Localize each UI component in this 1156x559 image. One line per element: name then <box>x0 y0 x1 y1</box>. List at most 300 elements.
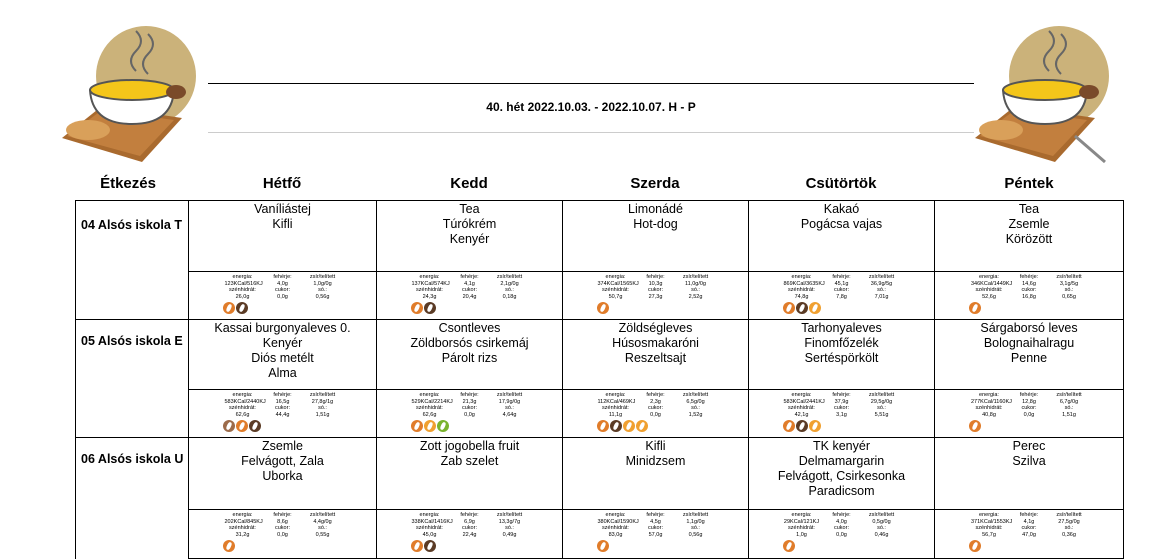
nutrition-label-salt: só.: <box>505 525 514 531</box>
nutrition-label-energy: energia: <box>605 392 626 398</box>
gluten-allergen-icon <box>411 540 423 552</box>
nut-allergen-icon <box>223 420 235 432</box>
menu-item: Húsosmakaróni <box>612 336 699 350</box>
nutrition-value-energy: 583KCal/2440KJ <box>224 398 266 405</box>
nutrition-value-fat: 27,5g/0g <box>1058 518 1080 525</box>
milk-allergen-icon <box>610 420 622 432</box>
nutrition-value-sugar: 47,0g <box>1022 531 1036 538</box>
menu-item: Kenyér <box>449 232 490 246</box>
nutrition-value-energy: 202KCal/845KJ <box>224 518 263 525</box>
nutrition-grid <box>225 274 341 300</box>
menu-cell <box>934 437 1124 510</box>
nutrition-label-fat: zsír/telített <box>868 274 895 280</box>
nutrition-label-protein: fehérje: <box>646 392 665 398</box>
menu-item: Csontleves <box>438 321 501 335</box>
nutrition-label-energy: energia: <box>979 392 999 398</box>
nutrition-label-fat: zsír/telített <box>682 274 709 280</box>
nutrition-cell <box>376 509 563 559</box>
nutrition-label-salt: só.: <box>505 405 514 411</box>
menu-cell <box>748 437 935 510</box>
nutrition-label-energy: energia: <box>419 274 440 280</box>
nutrition-label-sugar: cukor: <box>648 287 663 293</box>
nutrition-label-energy: energia: <box>232 512 253 518</box>
nutrition-label-fat: zsír/telített <box>496 274 523 280</box>
menu-item: Túrókrém <box>442 217 497 231</box>
nutrition-label-salt: só.: <box>318 287 327 293</box>
nutrition-value-fat: 11,0g/0g <box>684 280 706 287</box>
menu-cell <box>748 319 935 390</box>
nutrition-value-carb: 24,3g <box>422 293 437 300</box>
gluten-allergen-icon <box>236 420 248 432</box>
menu-cell <box>562 319 749 390</box>
nutrition-value-energy: 374KCal/1565KJ <box>597 280 639 287</box>
nutrition-value-salt: 0,36g <box>1062 531 1076 538</box>
nutrition-label-carb: szénhidrát: <box>416 525 443 531</box>
nutrition-grid <box>412 512 528 538</box>
allergen-icons <box>969 420 981 432</box>
header-rule-top <box>208 83 974 84</box>
nutrition-value-energy: 338KCal/1416KJ <box>411 518 453 525</box>
nutrition-label-protein: fehérje: <box>273 392 292 398</box>
nutrition-value-carb: 40,8g <box>982 411 996 418</box>
nutrition-label-fat: zsír/telített <box>682 512 709 518</box>
nutrition-label-salt: só.: <box>1064 405 1074 411</box>
nutrition-label-protein: fehérje: <box>1019 392 1039 398</box>
nutrition-label-salt: só.: <box>691 287 700 293</box>
nutrition-value-fat: 29,5g/0g <box>870 398 893 405</box>
nutrition-value-energy: 137KCal/574KJ <box>411 280 450 287</box>
nutrition-value-protein: 4,1g <box>464 280 475 287</box>
nutrition-label-carb: szénhidrát: <box>788 525 815 531</box>
nutrition-label-fat: zsír/telített <box>1056 274 1082 280</box>
nutrition-value-energy: 380KCal/1590KJ <box>597 518 639 525</box>
menu-item: Diós metélt <box>251 351 314 365</box>
menu-item: Paradicsom <box>808 484 875 498</box>
nutrition-value-carb: 62,6g <box>422 411 437 418</box>
menu-cell <box>934 200 1124 272</box>
row-label: 05 Alsós iskola E <box>75 319 188 437</box>
nutrition-value-energy: 123KCal/516KJ <box>224 280 263 287</box>
menu-item: Felvágott, Zala <box>241 454 324 468</box>
menu-item: Tea <box>459 202 480 216</box>
nutrition-grid <box>225 392 341 418</box>
nutrition-value-salt: 0,18g <box>502 293 517 300</box>
menu-item: Tea <box>1018 202 1040 216</box>
nutrition-label-salt: só.: <box>691 525 700 531</box>
nutrition-value-energy: 583KCal/2441KJ <box>783 398 825 405</box>
nutrition-label-sugar: cukor: <box>834 405 849 411</box>
menu-item: Bolognaihalragu <box>983 336 1075 350</box>
nutrition-value-protein: 10,3g <box>648 280 663 287</box>
nutrition-value-sugar: 0,0g <box>650 411 661 418</box>
nutrition-label-carb: szénhidrát: <box>416 287 443 293</box>
nutrition-label-carb: szénhidrát: <box>788 287 815 293</box>
menu-item: Finomfőzelék <box>804 336 879 350</box>
egg-allergen-icon <box>424 420 436 432</box>
nutrition-value-fat: 17,9g/0g <box>498 398 521 405</box>
nutrition-value-protein: 37,9g <box>834 398 849 405</box>
nutrition-value-energy: 277KCal/1160KJ <box>971 398 1012 405</box>
gluten-allergen-icon <box>783 540 795 552</box>
nutrition-cell <box>934 389 1124 439</box>
nutrition-label-sugar: cukor: <box>275 525 290 531</box>
nutrition-label-salt: só.: <box>505 287 514 293</box>
menu-item: Pogácsa vajas <box>800 217 883 231</box>
nutrition-label-sugar: cukor: <box>834 525 849 531</box>
menu-item: Perec <box>1012 439 1046 453</box>
nutrition-value-sugar: 20,4g <box>462 293 477 300</box>
nutrition-value-energy: 371KCal/1553KJ <box>971 518 1013 525</box>
menu-cell <box>376 319 563 390</box>
nutrition-label-energy: energia: <box>791 512 812 518</box>
nutrition-label-protein: fehérje: <box>1019 512 1039 518</box>
gluten-allergen-icon <box>411 420 423 432</box>
nutrition-label-sugar: cukor: <box>1021 405 1037 411</box>
allergen-icons <box>223 302 248 314</box>
nutrition-value-salt: 0,55g <box>315 531 330 538</box>
nutrition-value-protein: 4,5g <box>650 518 661 525</box>
allergen-icons <box>783 302 821 314</box>
nutrition-label-fat: zsír/telített <box>496 392 523 398</box>
nutrition-label-sugar: cukor: <box>834 287 849 293</box>
nutrition-label-energy: energia: <box>979 512 999 518</box>
nutrition-label-energy: energia: <box>791 392 812 398</box>
allergen-icons <box>783 540 795 552</box>
nutrition-label-salt: só.: <box>691 405 700 411</box>
nutrition-value-fat: 0,5g/0g <box>872 518 891 525</box>
gluten-allergen-icon <box>969 540 981 552</box>
soy-allergen-icon <box>437 420 449 432</box>
menu-item: Sárgaborsó leves <box>980 321 1078 335</box>
nutrition-label-fat: zsír/telített <box>496 512 523 518</box>
nutrition-cell <box>748 509 935 559</box>
nutrition-label-sugar: cukor: <box>1021 525 1037 531</box>
nutrition-value-fat: 36,9g/5g <box>870 280 893 287</box>
nutrition-value-carb: 83,0g <box>608 531 623 538</box>
nutrition-label-salt: só.: <box>877 287 886 293</box>
nutrition-label-salt: só.: <box>1064 525 1074 531</box>
gluten-allergen-icon <box>597 420 609 432</box>
nutrition-grid <box>971 274 1087 300</box>
allergen-icons <box>223 420 261 432</box>
soup-pot-logo <box>62 26 196 164</box>
nutrition-label-fat: zsír/telített <box>682 392 709 398</box>
nutrition-label-protein: fehérje: <box>273 274 292 280</box>
nutrition-label-energy: energia: <box>791 274 812 280</box>
nutrition-label-protein: fehérje: <box>460 274 479 280</box>
nutrition-value-carb: 11,1g <box>608 411 623 418</box>
menu-item: Reszeltsajt <box>624 351 687 365</box>
nutrition-value-sugar: 44,4g <box>275 411 290 418</box>
nutrition-value-salt: 1,51g <box>1062 411 1076 418</box>
nutrition-label-fat: zsír/telített <box>309 274 336 280</box>
nutrition-value-salt: 1,51g <box>315 411 330 418</box>
egg-allergen-icon <box>636 420 648 432</box>
nutrition-label-energy: energia: <box>419 512 440 518</box>
nutrition-value-salt: 5,51g <box>874 411 889 418</box>
gluten-allergen-icon <box>783 420 795 432</box>
nutrition-label-energy: energia: <box>605 274 626 280</box>
nutrition-grid <box>598 274 714 300</box>
menu-item: Zab szelet <box>440 454 499 468</box>
nutrition-label-sugar: cukor: <box>462 525 477 531</box>
nutrition-label-carb: szénhidrát: <box>229 287 256 293</box>
nutrition-value-salt: 0,46g <box>874 531 889 538</box>
nutrition-value-fat: 2,1g/0g <box>500 280 519 287</box>
nutrition-value-fat: 4,4g/0g <box>313 518 332 525</box>
menu-item: Delmamargarin <box>798 454 885 468</box>
nutrition-grid <box>598 512 714 538</box>
nutrition-value-carb: 50,7g <box>608 293 623 300</box>
nutrition-value-salt: 0,56g <box>315 293 330 300</box>
nutrition-grid <box>784 274 900 300</box>
allergen-icons <box>969 302 981 314</box>
nutrition-label-fat: zsír/telített <box>1056 512 1082 518</box>
menu-item: Párolt rizs <box>441 351 498 365</box>
allergen-icons <box>969 540 981 552</box>
column-header-friday: Péntek <box>1004 175 1054 192</box>
menu-cell <box>376 200 563 272</box>
nutrition-value-sugar: 57,0g <box>648 531 663 538</box>
nutrition-label-sugar: cukor: <box>648 525 663 531</box>
menu-item: Minidzsem <box>625 454 686 468</box>
nutrition-label-fat: zsír/telített <box>1056 392 1082 398</box>
allergen-icons <box>223 540 235 552</box>
nutrition-cell <box>934 509 1124 559</box>
menu-item: Kifli <box>272 217 293 231</box>
milk-allergen-icon <box>424 302 436 314</box>
egg-allergen-icon <box>809 420 821 432</box>
milk-allergen-icon <box>796 420 808 432</box>
nutrition-label-energy: energia: <box>232 392 253 398</box>
nutrition-label-salt: só.: <box>1064 287 1074 293</box>
nutrition-value-sugar: 27,3g <box>648 293 663 300</box>
nutrition-value-energy: 29KCal/121KJ <box>783 518 820 525</box>
column-header-thursday: Csütörtök <box>805 175 877 192</box>
nutrition-label-protein: fehérje: <box>460 392 479 398</box>
soup-pot-logo <box>975 26 1109 164</box>
gluten-allergen-icon <box>411 302 423 314</box>
menu-item: Zöldborsós csirkemáj <box>410 336 529 350</box>
allergen-icons <box>411 302 436 314</box>
nutrition-value-protein: 6,9g <box>464 518 475 525</box>
column-header-etkezes: Étkezés <box>100 175 156 192</box>
row-label: 04 Alsós iskola T <box>75 200 188 319</box>
nutrition-grid <box>412 392 528 418</box>
nutrition-value-salt: 0,49g <box>502 531 517 538</box>
nutrition-label-carb: szénhidrát: <box>229 405 256 411</box>
nutrition-label-fat: zsír/telített <box>309 512 336 518</box>
gluten-allergen-icon <box>223 540 235 552</box>
milk-allergen-icon <box>249 420 261 432</box>
menu-item: Szilva <box>1012 454 1046 468</box>
nutrition-label-sugar: cukor: <box>275 287 290 293</box>
nutrition-label-protein: fehérje: <box>646 512 665 518</box>
nutrition-cell <box>934 271 1124 321</box>
menu-cell <box>188 319 377 390</box>
allergen-icons <box>411 540 436 552</box>
nutrition-value-sugar: 16,8g <box>1022 293 1036 300</box>
nutrition-label-salt: só.: <box>318 405 327 411</box>
nutrition-value-protein: 2,3g <box>650 398 661 405</box>
egg-allergen-icon <box>623 420 635 432</box>
header-rule-bottom <box>208 132 974 133</box>
nutrition-label-protein: fehérje: <box>832 512 851 518</box>
nutrition-value-salt: 4,64g <box>502 411 517 418</box>
nutrition-grid <box>598 392 714 418</box>
nutrition-value-sugar: 3,1g <box>836 411 847 418</box>
menu-item: Limonádé <box>628 202 683 216</box>
nutrition-value-fat: 3,1g/5g <box>1059 280 1079 287</box>
nutrition-label-energy: energia: <box>232 274 253 280</box>
nutrition-value-salt: 2,52g <box>688 293 703 300</box>
allergen-icons <box>783 420 821 432</box>
nutrition-label-carb: szénhidrát: <box>975 525 1003 531</box>
nutrition-label-protein: fehérje: <box>1019 274 1039 280</box>
nutrition-grid <box>971 392 1087 418</box>
nutrition-label-carb: szénhidrát: <box>602 525 629 531</box>
nutrition-value-carb: 45,0g <box>422 531 437 538</box>
nutrition-value-carb: 1,0g <box>796 531 807 538</box>
nutrition-value-protein: 8,6g <box>277 518 288 525</box>
menu-cell <box>188 200 377 272</box>
nutrition-label-sugar: cukor: <box>275 405 290 411</box>
gluten-allergen-icon <box>969 420 981 432</box>
nutrition-label-carb: szénhidrát: <box>416 405 443 411</box>
menu-item: TK kenyér <box>813 439 870 453</box>
nutrition-value-protein: 4,1g <box>1023 518 1035 525</box>
nutrition-label-fat: zsír/telített <box>868 392 895 398</box>
nutrition-label-carb: szénhidrát: <box>788 405 815 411</box>
nutrition-cell <box>748 271 935 321</box>
menu-item: Hot-dog <box>633 217 678 231</box>
menu-item: Kassai burgonyaleves 0. <box>214 321 351 335</box>
nutrition-value-protein: 14,6g <box>1022 280 1036 287</box>
nutrition-value-fat: 27,8g/1g <box>311 398 334 405</box>
menu-item: Zsemle <box>262 439 303 453</box>
nutrition-label-fat: zsír/telített <box>868 512 895 518</box>
nutrition-label-energy: energia: <box>979 274 999 280</box>
nutrition-value-carb: 31,2g <box>235 531 250 538</box>
week-title: 40. hét 2022.10.03. - 2022.10.07. H - P <box>486 100 696 114</box>
nutrition-label-protein: fehérje: <box>832 392 851 398</box>
allergen-icons <box>597 302 609 314</box>
nutrition-value-protein: 21,3g <box>462 398 477 405</box>
menu-item: Kenyér <box>262 336 303 350</box>
milk-allergen-icon <box>424 540 436 552</box>
gluten-allergen-icon <box>969 302 981 314</box>
nutrition-value-carb: 56,7g <box>982 531 996 538</box>
nutrition-cell <box>188 271 377 321</box>
nutrition-value-fat: 6,5g/0g <box>686 398 705 405</box>
nutrition-label-protein: fehérje: <box>460 512 479 518</box>
nutrition-label-protein: fehérje: <box>646 274 665 280</box>
menu-item: Penne <box>1010 351 1048 365</box>
nutrition-grid <box>225 512 341 538</box>
nutrition-value-salt: 0,65g <box>1062 293 1076 300</box>
nutrition-value-carb: 42,1g <box>794 411 809 418</box>
nutrition-grid <box>971 512 1087 538</box>
nutrition-value-sugar: 0,0g <box>1023 411 1035 418</box>
nutrition-value-sugar: 0,0g <box>464 411 475 418</box>
nutrition-cell <box>376 389 563 439</box>
nutrition-grid <box>784 512 900 538</box>
gluten-allergen-icon <box>783 302 795 314</box>
nutrition-label-energy: energia: <box>419 392 440 398</box>
menu-item: Uborka <box>262 469 303 483</box>
nutrition-value-energy: 529KCal/2214KJ <box>411 398 453 405</box>
menu-item: Zsemle <box>1008 217 1050 231</box>
menu-item: Alma <box>268 366 297 380</box>
nutrition-label-sugar: cukor: <box>1021 287 1037 293</box>
menu-item: Kakaó <box>823 202 860 216</box>
gluten-allergen-icon <box>597 540 609 552</box>
menu-item: Felvágott, Csirkesonka <box>777 469 906 483</box>
nutrition-value-protein: 45,1g <box>834 280 849 287</box>
allergen-icons <box>597 540 609 552</box>
nutrition-value-sugar: 0,0g <box>836 531 847 538</box>
nutrition-value-salt: 7,01g <box>874 293 889 300</box>
milk-allergen-icon <box>796 302 808 314</box>
menu-item: Sertéspörkölt <box>804 351 879 365</box>
nutrition-cell <box>188 389 377 439</box>
gluten-allergen-icon <box>223 302 235 314</box>
nutrition-cell <box>562 389 749 439</box>
nutrition-value-protein: 4,0g <box>277 280 288 287</box>
menu-cell <box>748 200 935 272</box>
nutrition-value-protein: 12,8g <box>1022 398 1036 405</box>
nutrition-value-sugar: 7,8g <box>836 293 847 300</box>
nutrition-grid <box>412 274 528 300</box>
menu-cell <box>562 437 749 510</box>
nutrition-label-carb: szénhidrát: <box>975 287 1003 293</box>
nutrition-value-protein: 4,0g <box>836 518 847 525</box>
menu-item: Kifli <box>645 439 666 453</box>
menu-item: Zott jogobella fruit <box>419 439 520 453</box>
nutrition-cell <box>562 509 749 559</box>
nutrition-value-salt: 1,52g <box>688 411 703 418</box>
nutrition-cell <box>376 271 563 321</box>
allergen-icons <box>411 420 449 432</box>
nutrition-value-fat: 1,1g/0g <box>686 518 705 525</box>
nutrition-value-energy: 112KCal/469KJ <box>597 398 636 405</box>
nutrition-label-fat: zsír/telített <box>309 392 336 398</box>
nutrition-label-salt: só.: <box>877 405 886 411</box>
nutrition-label-carb: szénhidrát: <box>229 525 256 531</box>
nutrition-value-fat: 6,7g/0g <box>1059 398 1079 405</box>
menu-item: Körözött <box>1005 232 1053 246</box>
nutrition-value-fat: 13,3g/7g <box>498 518 521 525</box>
milk-allergen-icon <box>236 302 248 314</box>
nutrition-label-sugar: cukor: <box>462 405 477 411</box>
menu-cell <box>934 319 1124 390</box>
menu-cell <box>188 437 377 510</box>
nutrition-label-carb: szénhidrát: <box>602 405 629 411</box>
nutrition-cell <box>188 509 377 559</box>
nutrition-value-carb: 26,0g <box>235 293 250 300</box>
nutrition-label-salt: só.: <box>877 525 886 531</box>
nutrition-value-energy: 869KCal/3635KJ <box>783 280 825 287</box>
nutrition-label-salt: só.: <box>318 525 327 531</box>
column-header-monday: Hétfő <box>262 175 302 192</box>
nutrition-value-salt: 0,56g <box>688 531 703 538</box>
nutrition-value-carb: 52,6g <box>982 293 996 300</box>
nutrition-label-sugar: cukor: <box>648 405 663 411</box>
nutrition-value-energy: 346KCal/1449KJ <box>971 280 1013 287</box>
menu-item: Tarhonyaleves <box>801 321 882 335</box>
nutrition-value-protein: 16,5g <box>275 398 290 405</box>
nutrition-cell <box>562 271 749 321</box>
